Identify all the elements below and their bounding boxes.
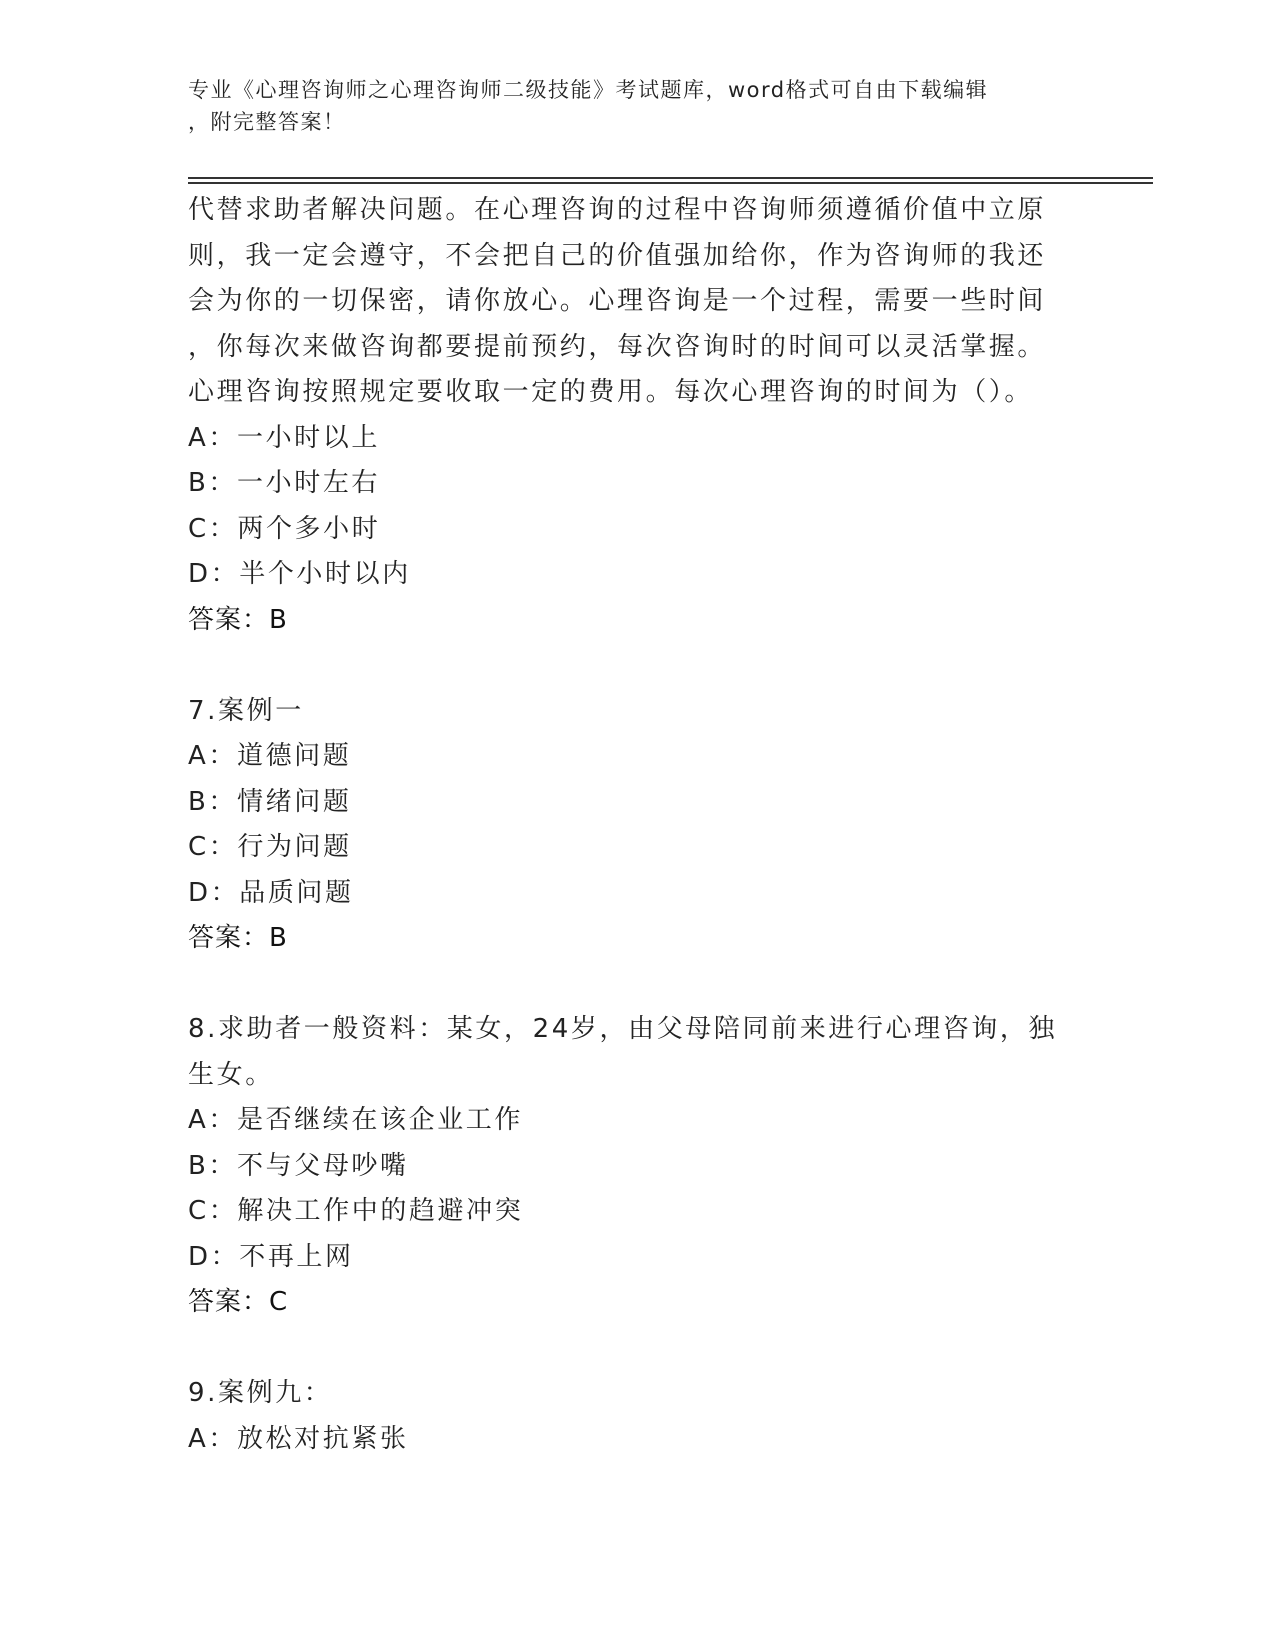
question-text-line: ，你每次来做咨询都要提前预约，每次咨询时的时间可以灵活掌握。 <box>188 331 1047 362</box>
option-d: D：品质问题 <box>188 877 354 908</box>
option-b: B：一小时左右 <box>188 468 381 498</box>
answer-label: 答案：C <box>188 1287 289 1317</box>
question-text-line: 7.案例一 <box>188 695 304 726</box>
question-6 <box>188 188 1088 643</box>
question-9 <box>188 1371 1088 1462</box>
question-list <box>188 188 1088 1462</box>
option-d: D：半个小时以内 <box>188 559 411 589</box>
header-title-line-1: 专业《心理咨询师之心理咨询师二级技能》考试题库，word格式可自由下载编辑 <box>188 78 989 102</box>
header-divider-bottom <box>188 182 1153 184</box>
question-text-line: 会为你的一切保密，请你放心。心理咨询是一个过程，需要一些时间 <box>188 286 1047 316</box>
option-d: D：不再上网 <box>188 1241 354 1272</box>
option-c: C：解决工作中的趋避冲突 <box>188 1196 524 1226</box>
question-text-line: 生女。 <box>188 1059 274 1090</box>
question-text-line: 则，我一定会遵守，不会把自己的价值强加给你，作为咨询师的我还 <box>188 240 1047 271</box>
option-c: C：两个多小时 <box>188 513 381 544</box>
question-spacer <box>188 1326 1088 1372</box>
option-c: C：行为问题 <box>188 832 352 862</box>
option-a: A：道德问题 <box>188 741 352 771</box>
option-b: B：不与父母吵嘴 <box>188 1150 409 1181</box>
question-text-line: 心理咨询按照规定要收取一定的费用。每次心理咨询的时间为（）。 <box>188 377 1034 407</box>
option-b: B：情绪问题 <box>188 786 352 817</box>
question-spacer <box>188 962 1088 1008</box>
answer-label: 答案：B <box>188 923 288 953</box>
answer-label: 答案：B <box>188 604 288 635</box>
header-divider-top <box>188 177 1153 179</box>
question-text-line: 代替求助者解决问题。在心理咨询的过程中咨询师须遵循价值中立原 <box>188 195 1047 225</box>
question-8 <box>188 1007 1088 1326</box>
option-a: A：是否继续在该企业工作 <box>188 1105 523 1135</box>
question-text-line: 9.案例九： <box>188 1378 333 1408</box>
question-text-line: 8.求助者一般资料：某女，24岁，由父母陪同前来进行心理咨询，独 <box>188 1014 1058 1044</box>
question-spacer <box>188 643 1088 689</box>
question-7 <box>188 689 1088 962</box>
option-a: A：一小时以上 <box>188 422 380 453</box>
header-title-line-2: ，附完整答案！ <box>188 110 346 134</box>
document-header <box>188 74 1078 138</box>
option-a: A：放松对抗紧张 <box>188 1423 409 1454</box>
